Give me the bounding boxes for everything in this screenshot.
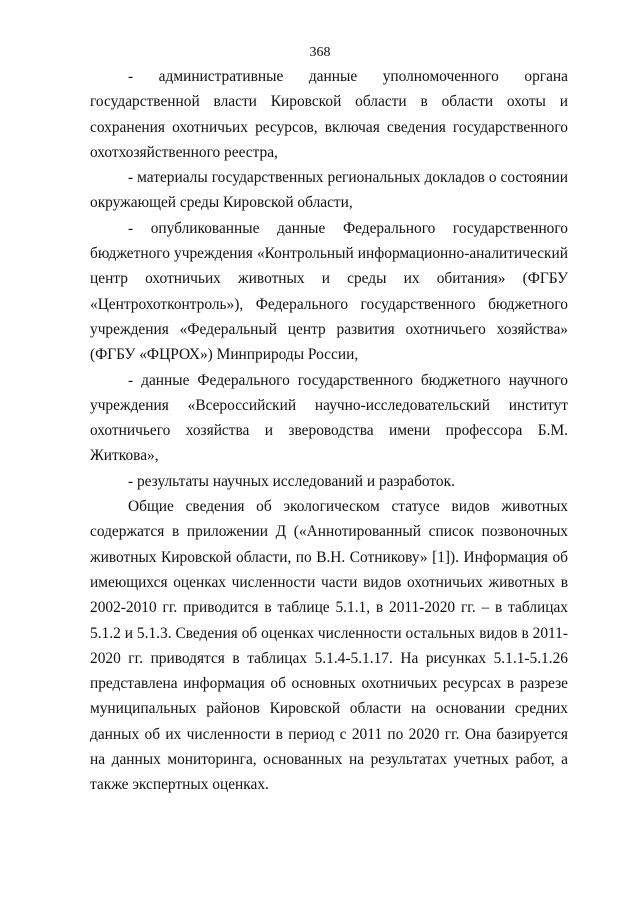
summary-paragraph: Общие сведения об экологическом статусе видов животных содержатся в приложении Д («Аннотированный список позвоночных животных Кировской области, по В.Н. Сотникову» [1]). Информация об имеющихся оценках численности части видов охотничьих животных в 2002-2010 гг. приводится в таблице 5.1.1, в 2011-2020 гг. – в таблицах 5.1.2 и 5.1.3. Сведения об оценках численности остальных видов в 2011-2020 гг. приводятся в таблицах 5.1.4-5.1.17. На рисунках 5.1.1-5.1.26 представлена информация об основных охотничьих ресурсах в разрезе муниципальных районов Кировской области на основании средних данных об их численности в период с 2011 по 2020 гг. Она базируется на данных мониторинга, основанных на результатах учетных работ, а также экспертных оценках.: [90, 498, 568, 794]
list-item-research-results: - результаты научных исследований и разработок.: [128, 472, 455, 490]
list-item-published-data: - опубликованные данные Федерального государственного бюджетного учреждения «Контрольный информационно-аналитический центр охотничьих животных и среды их обитания» (ФГБУ «Центрохотконтроль»), Федерального государственного бюджетного учреждения «Федеральный центр развития охотничьего хозяйства» (ФГБУ «ФЦРОХ») Минприроды России,: [90, 219, 568, 364]
page-number: 368: [309, 45, 331, 60]
list-item-research-institute-data: - данные Федерального государственного бюджетного научного учреждения «Всероссийский научно-исследовательский институт охотничьего хозяйства и звероводства имени профессора Б.М. Житкова»,: [90, 371, 568, 465]
document-body: [90, 64, 568, 798]
list-item-regional-reports: - материалы государственных региональных докладов о состоянии окружающей среды Кировской области,: [90, 169, 568, 212]
list-item-administrative-data: - административные данные уполномоченного органа государственной власти Кировской области в области охоты и сохранения охотничьих ресурсов, включая сведения государственного охотхозяйственного реестра,: [90, 68, 568, 161]
